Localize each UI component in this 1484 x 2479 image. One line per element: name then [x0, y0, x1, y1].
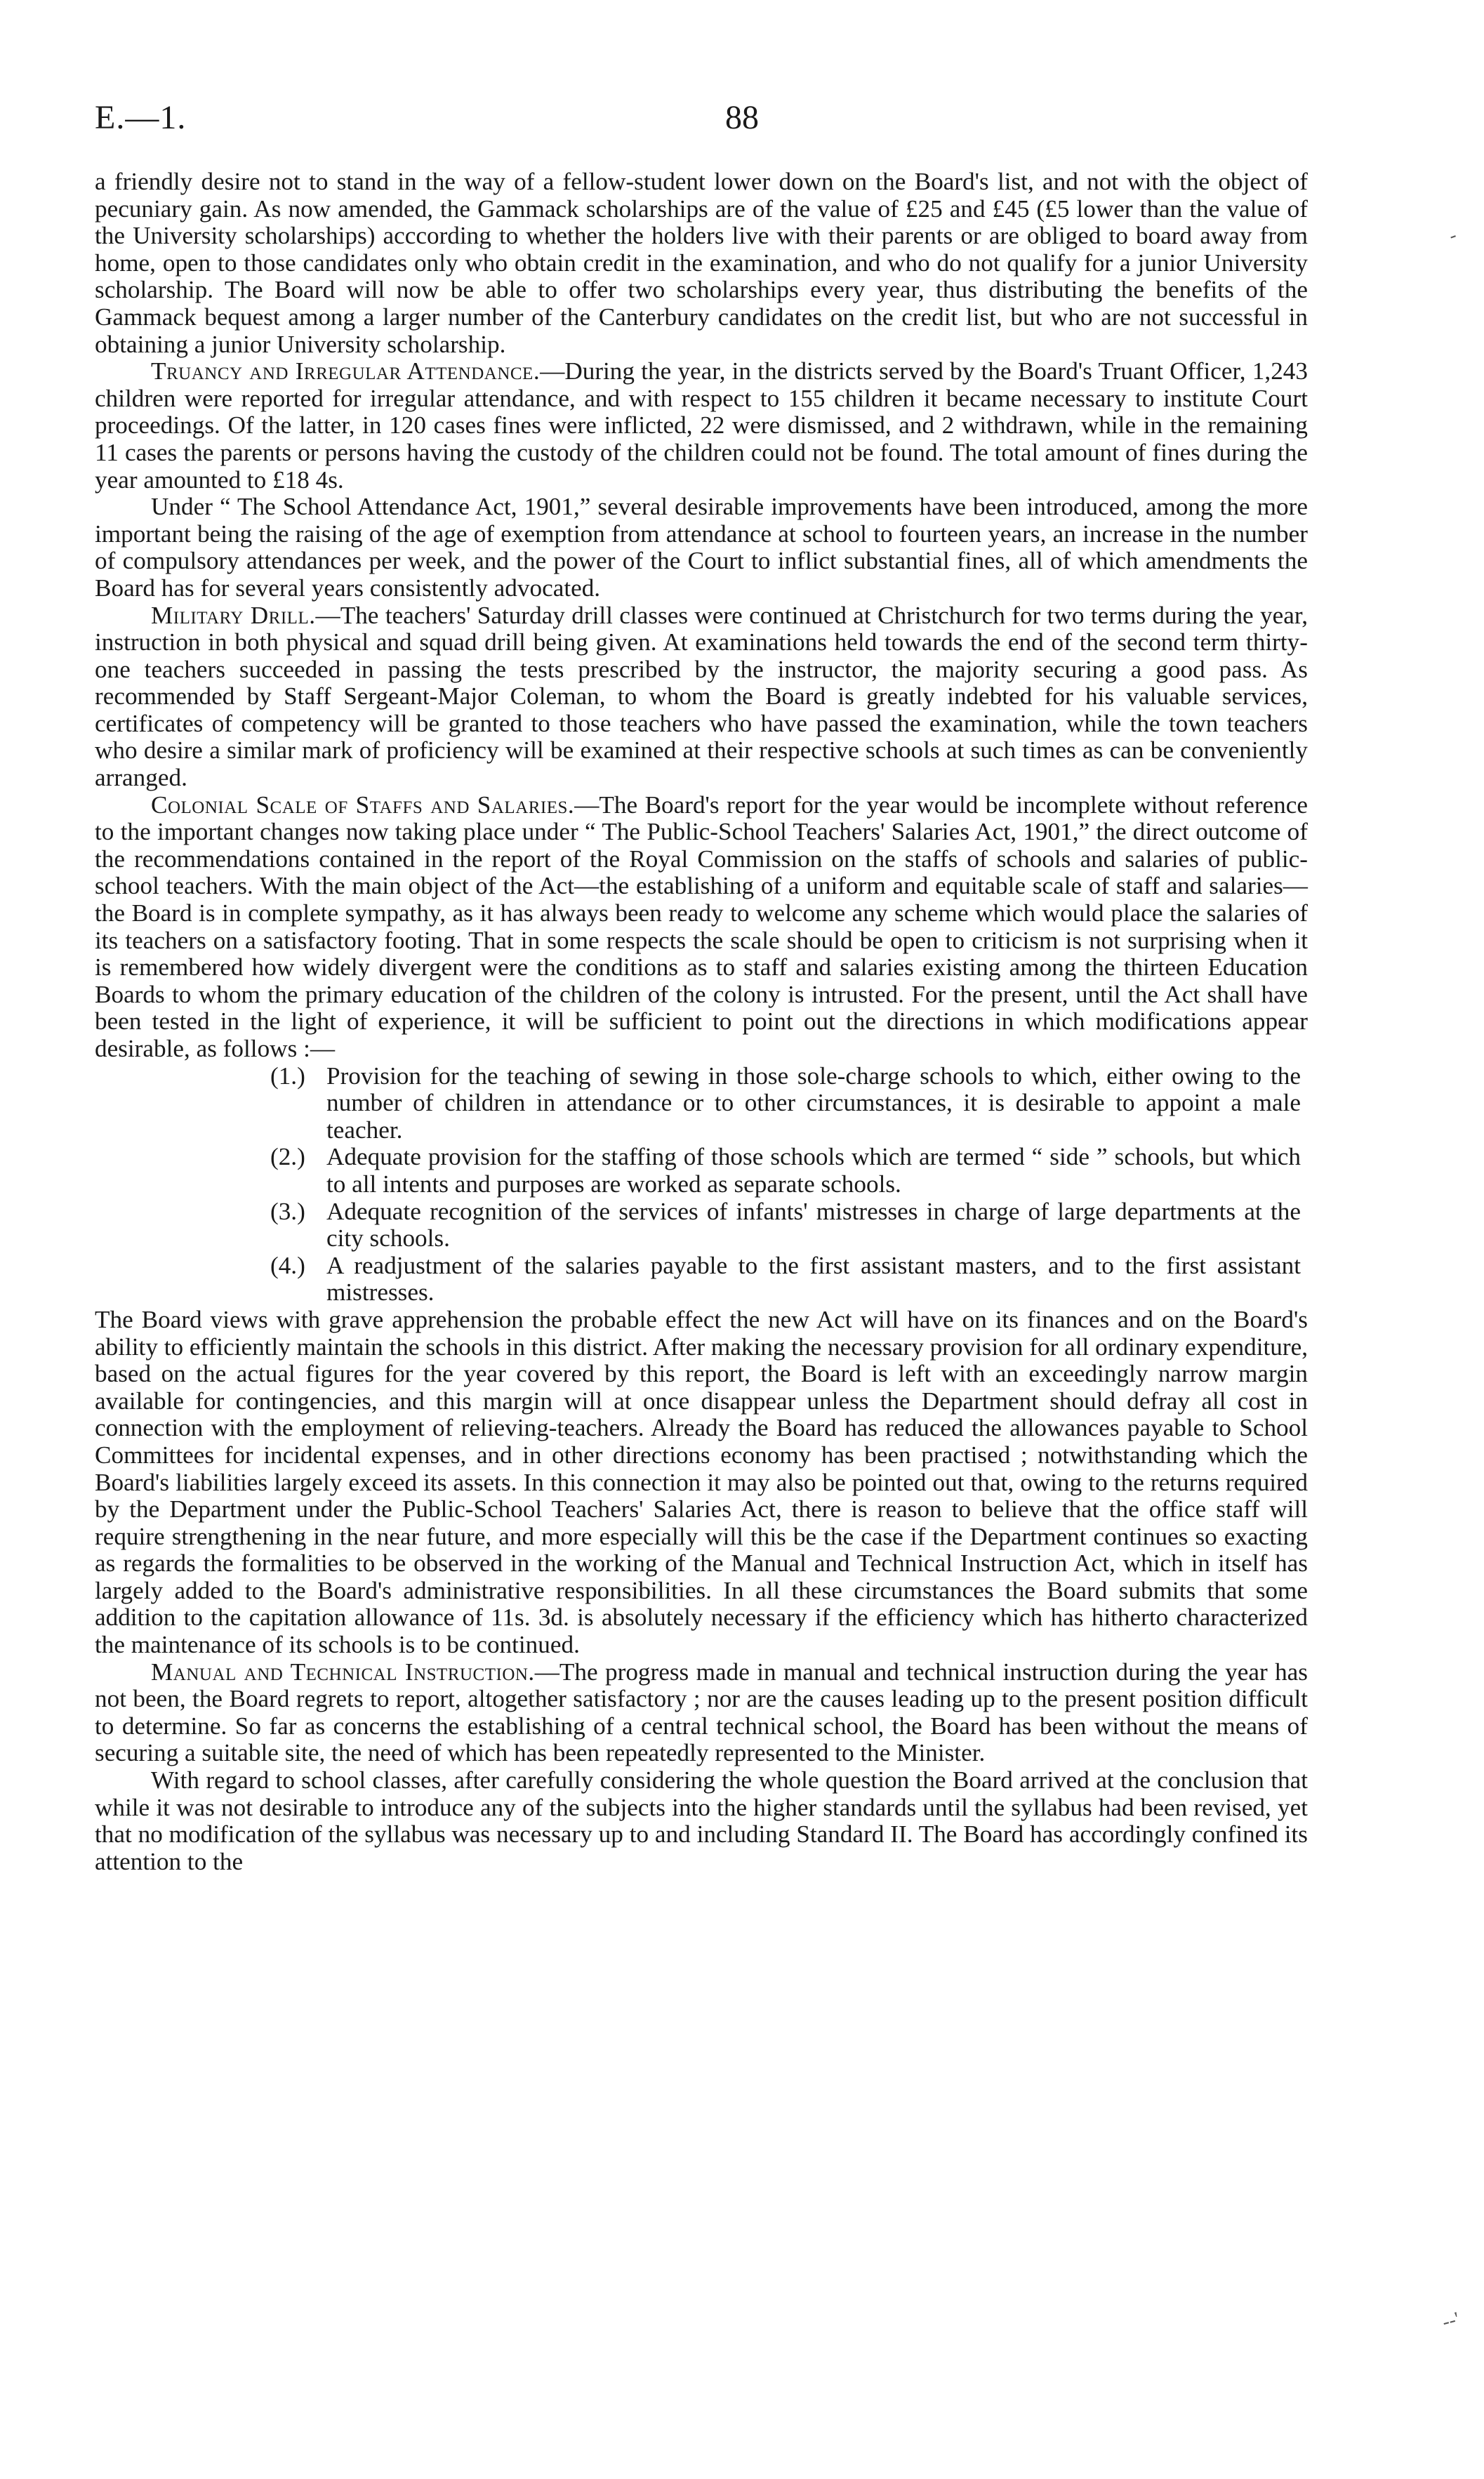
section-heading-colonial-scale: Colonial Scale of Staffs and Salaries.: [151, 791, 575, 819]
section-heading-truancy: Truancy and Irregular Attendance.: [151, 357, 541, 385]
colonial-scale-text: —The Board's report for the year would be incomplete without reference to the important changes now taking place under “ The Public-School Teachers' Salaries Act, 1901,” the direct outcome of the recommendations contained in the report of the Royal Commission on the staffs of schools and salaries of public-school teachers. With the main object of the Act—the establishing of a uniform and equitable scale of staff and salaries—the Board is in complete sympathy, as it has always been ready to welcome any scheme which would place the salaries of its teachers on a satisfactory footing. That in some respects the scale should be open to criticism is not surprising when it is remembered how widely divergent were the conditions as to staff and salaries existing among the thirteen Education Boards to whom the primary education of the children of the colony is intrusted. For the present, until the Act shall have been tested in the light of experience, it will be sufficient to point out the directions in which modifications appear desirable, as follows :—: [95, 791, 1308, 1062]
list-item-number: (3.): [270, 1197, 305, 1225]
paragraph-truancy: [95, 358, 1308, 494]
margin-mark: -: [1445, 224, 1460, 247]
list-item-text: Provision for the teaching of sewing in those sole-charge schools to which, either owing to the number of children in attendance or to other circumstances, it is desirable to appoint a male teacher.: [326, 1062, 1301, 1144]
list-item: [95, 1144, 1308, 1198]
paragraph-school-classes: With regard to school classes, after carefully considering the whole question the Board arrived at the conclusion that while it was not desirable to introduce any of the subjects into the higher standards until the syllabus had been revised, yet that no modification of the syllabus was necessary up to and including Standard II. The Board has accordingly confined its attention to the: [95, 1766, 1308, 1875]
list-item-number: (1.): [270, 1062, 305, 1090]
modifications-list: [95, 1063, 1308, 1307]
page-header: [95, 98, 1389, 147]
section-heading-manual-technical: Manual and Technical Instruction.: [151, 1658, 535, 1686]
paragraph-military-drill: [95, 602, 1308, 792]
body-text: [95, 168, 1308, 1875]
list-item: [95, 1252, 1308, 1307]
document-reference: E.—1.: [95, 99, 187, 136]
list-item-text: Adequate provision for the staffing of those schools which are termed “ side ” schools, but which to all intents and purposes are worked as separate schools.: [326, 1143, 1301, 1198]
list-item-text: Adequate recognition of the services of infants' mistresses in charge of large departments at the city schools.: [326, 1197, 1301, 1252]
paragraph-gammack-scholarships: a friendly desire not to stand in the way of a fellow-student lower down on the Board's list, and not with the object of pecuniary gain. As now amended, the Gammack scholarships are of the value of £25 and £45 (£5 lower than the value of the University scholarships) acccording to whether the holders live with their parents or are obliged to board away from home, open to those candidates only who obtain credit in the examination, and who do not qualify for a junior University scholarship. The Board will now be able to offer two scholarships every year, thus distributing the benefits of the Gammack bequest among a larger number of the Canterbury candidates on the credit list, but who are not successful in obtaining a junior University scholarship.: [95, 168, 1308, 358]
manual-technical-text: —The progress made in manual and technical instruction during the year has not been, the Board regrets to report, altogether satisfactory ; nor are the causes leading up to the present position difficult to determine. So far as concerns the establishing of a central technical school, the Board has been without the means of securing a suitable site, the need of which has been repeatedly represented to the Minister.: [95, 1658, 1308, 1767]
list-item: [95, 1063, 1308, 1144]
list-item: [95, 1198, 1308, 1252]
paragraph-colonial-scale: [95, 792, 1308, 1063]
truancy-text: —During the year, in the districts served by the Board's Truant Officer, 1,243 children were reported for irregular attendance, and with respect to 155 children it became necessary to institute Court proceedings. Of the latter, in 120 cases fines were inflicted, 22 were dismissed, and 2 withdrawn, while in the remaining 11 cases the parents or persons having the custody of the children could not be found. The total amount of fines during the year amounted to £18 4s.: [95, 357, 1308, 494]
page-number: 88: [725, 99, 759, 136]
section-heading-military-drill: Military Drill.: [151, 601, 316, 629]
military-drill-text: —The teachers' Saturday drill classes were continued at Christchurch for two terms during the year, instruction in both physical and squad drill being given. At examinations held towards the end of the second term thirty-one teachers succeeded in passing the tests prescribed by the instructor, the majority securing a good pass. As recommended by Staff Sergeant-Major Coleman, to whom the Board is greatly indebted for his valuable services, certificates of competency will be granted to those teachers who have passed the examination, while the town teachers who desire a similar mark of proficiency will be examined at their respective schools at such times as can be conveniently arranged.: [95, 601, 1308, 792]
margin-mark: --': [1440, 2308, 1462, 2334]
paragraph-grave-apprehension: The Board views with grave apprehension the probable effect the new Act will have on its finances and on the Board's ability to efficiently maintain the schools in this district. After making the necessary provision for all ordinary expenditure, based on the actual figures for the year covered by this report, the Board is left with an exceedingly narrow margin available for contingencies, and this margin will at once disappear unless the Department should defray all cost in connection with the employment of relieving-teachers. Already the Board has reduced the allowances payable to School Committees for incidental expenses, and in other directions economy has been practised ; notwithstanding which the Board's liabilities largely exceed its assets. In this connection it may also be pointed out that, owing to the returns required by the Department under the Public-School Teachers' Salaries Act, there is reason to believe that the office staff will require strengthening in the near future, and more especially will this be the case if the Department continues so exacting as regards the formalities to be observed in the working of the Manual and Technical Instruction Act, which in itself has largely added to the Board's administrative responsibilities. In all these circumstances the Board submits that some addition to the capitation allowance of 11s. 3d. is absolutely necessary if the efficiency which has hitherto characterized the maintenance of its schools is to be continued.: [95, 1305, 1309, 1659]
list-item-text: A readjustment of the salaries payable to the first assistant masters, and to the first assistant mistresses.: [326, 1251, 1301, 1307]
paragraph-attendance-act: Under “ The School Attendance Act, 1901,” several desirable improvements have been introduced, among the more important being the raising of the age of exemption from attendance at school to fourteen years, an increase in the number of compulsory attendances per week, and the power of the Court to inflict substantial fines, all of which amendments the Board has for several years consistently advocated.: [95, 493, 1308, 602]
paragraph-manual-technical: [95, 1659, 1308, 1767]
list-item-number: (2.): [270, 1143, 305, 1171]
list-item-number: (4.): [270, 1251, 305, 1279]
